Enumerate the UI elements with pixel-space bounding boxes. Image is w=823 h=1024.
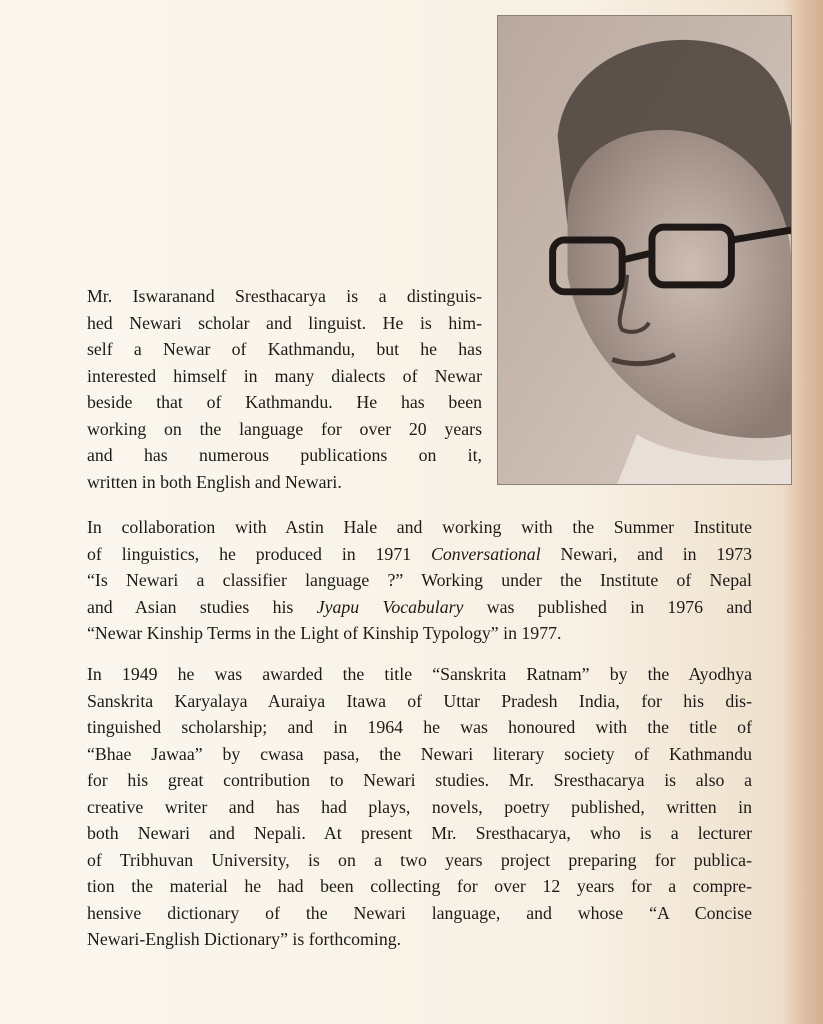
- text-line: tinguished scholarship; and in 1964 he was honoured with the title of: [87, 717, 752, 737]
- text-segment: Newari, and in 1973: [540, 543, 752, 564]
- text-line: Newari-English Dictionary” is forthcoming.: [87, 929, 402, 949]
- text-line: “Is Newari a classifier language ?” Working under the Institute of Nepal: [87, 570, 752, 590]
- text-line: and has numerous publications on it,: [87, 445, 482, 465]
- text-line: hensive dictionary of the Newari language, and whose “A Concise: [87, 902, 752, 923]
- text-line: self a Newar of Kathmandu, but he has: [87, 339, 482, 359]
- text-segment: of linguistics, he produced in 1971: [87, 543, 431, 564]
- text-line: tion the material he had been collecting for over 12 years for a compre-: [87, 876, 752, 896]
- text-segment: and Asian studies his: [87, 596, 317, 617]
- honours-paragraph: [87, 661, 752, 953]
- text-line: Sanskrita Karyalaya Auraiya Itawa of Uttar Pradesh India, for his dis-: [87, 690, 752, 711]
- text-line: for his great contribution to Newari studies. Mr. Sresthacarya is also a: [87, 770, 752, 790]
- text-line: [87, 594, 752, 621]
- author-portrait-icon: [498, 16, 791, 484]
- text-line: Mr. Iswaranand Sresthacarya is a distinguis-: [87, 286, 482, 306]
- text-line: of Tribhuvan University, is on a two years project preparing for publica-: [87, 849, 752, 870]
- text-line: interested himself in many dialects of Newar: [87, 365, 482, 386]
- book-title: Conversational: [430, 543, 541, 564]
- text-line: beside that of Kathmandu. He has been: [87, 392, 482, 412]
- intro-paragraph: [87, 283, 482, 495]
- text-line: “Newar Kinship Terms in the Light of Kinship Typology” in 1977.: [87, 623, 562, 643]
- text-line: In 1949 he was awarded the title “Sanskrita Ratnam” by the Ayodhya: [87, 664, 752, 684]
- text-line: [87, 541, 752, 568]
- text-line: “Bhae Jawaa” by cwasa pasa, the Newari literary society of Kathmandu: [87, 743, 752, 764]
- text-line: hed Newari scholar and linguist. He is him-: [87, 312, 482, 333]
- text-line: working on the language for over 20 years: [87, 418, 482, 439]
- text-line: creative writer and has had plays, novels, poetry published, written in: [87, 796, 752, 817]
- collaboration-paragraph: [87, 514, 752, 647]
- text-line: both Newari and Nepali. At present Mr. Sresthacarya, who is a lecturer: [87, 823, 752, 843]
- text-segment: was published in 1976 and: [463, 596, 752, 617]
- text-line: In collaboration with Astin Hale and working with the Summer Institute: [87, 517, 752, 537]
- text-line: written in both English and Newari.: [87, 471, 342, 492]
- author-portrait-photo: [497, 15, 792, 485]
- book-title: Jyapu Vocabulary: [316, 596, 464, 617]
